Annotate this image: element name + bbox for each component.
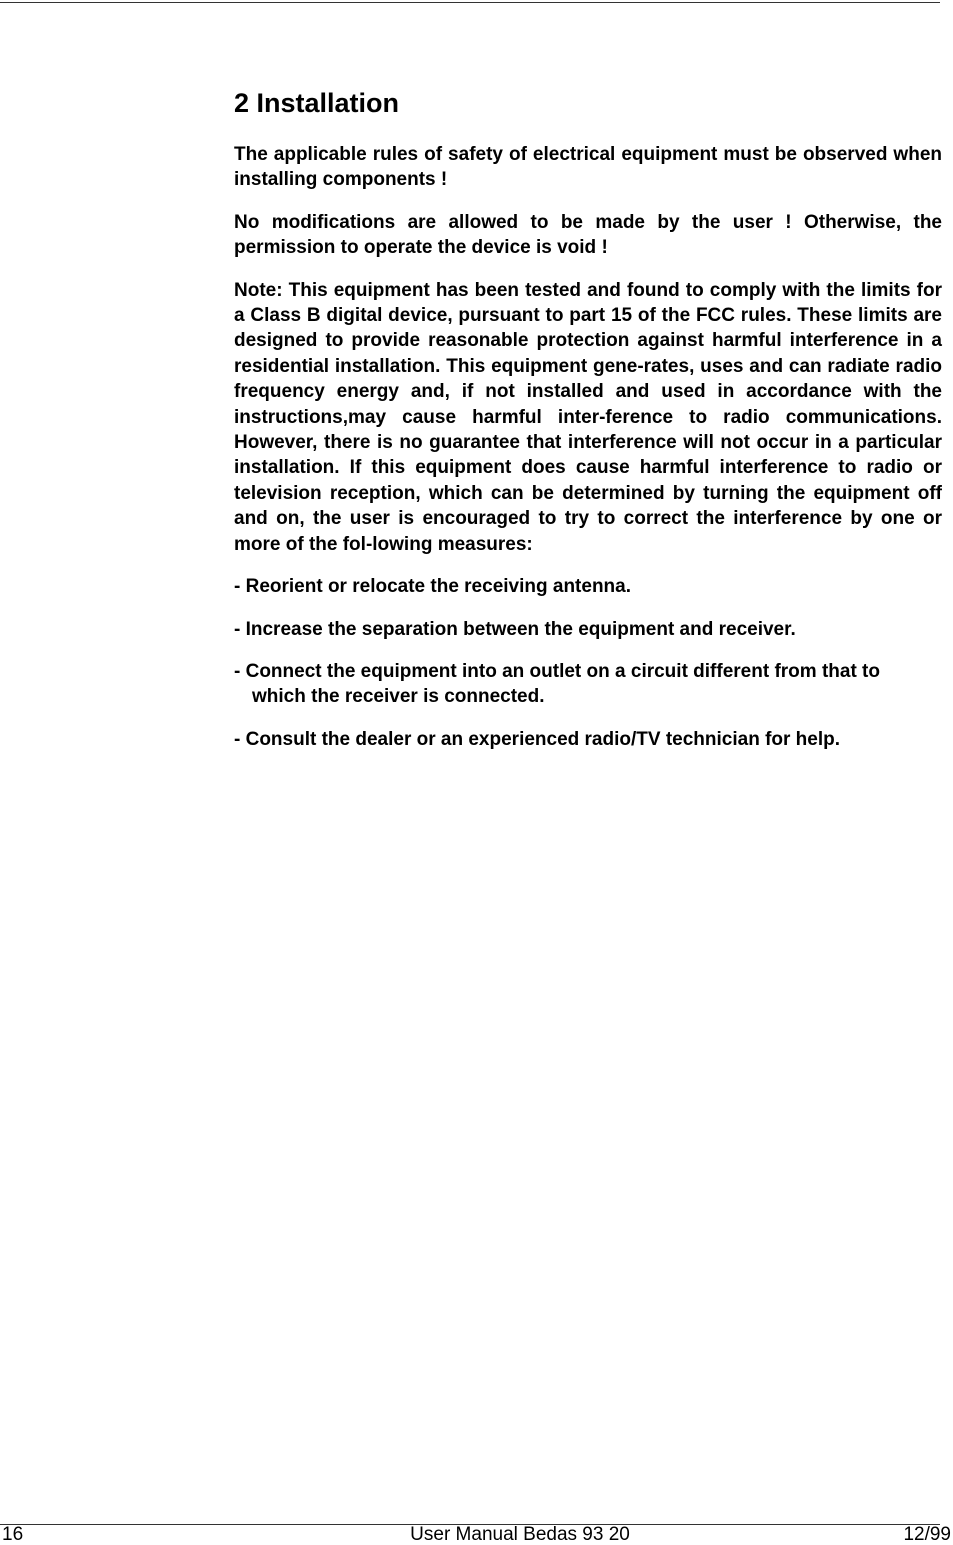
measure-item-reorient: - Reorient or relocate the receiving antenna. (234, 576, 631, 598)
footer-date: 12/99 (903, 1524, 951, 1545)
manual-title: User Manual Bedas 93 20 (410, 1524, 630, 1545)
header-rule (0, 2, 940, 3)
measure-item-separation: - Increase the separation between the equipment and receiver. (234, 618, 796, 640)
page-content (234, 84, 942, 769)
safety-paragraph: The applicable rules of safety of electrical equipment must be observed when installing components ! (234, 144, 942, 191)
section-heading: 2 Installation (234, 88, 400, 118)
measure-item-outlet-line1: - Connect the equipment into an outlet on a circuit different from that to (234, 660, 880, 682)
measure-item-outlet (234, 659, 942, 710)
modification-paragraph: No modifications are allowed to be made by the user ! Otherwise, the permission to operate the device is void ! (234, 211, 942, 259)
measure-item-consult: - Consult the dealer or an experienced radio/TV technician for help. (234, 728, 841, 750)
page-number: 16 (2, 1524, 24, 1545)
fcc-note-paragraph: Note: This equipment has been tested and found to comply with the limits for a Class B digital device, pursuant to part 15 of the FCC rules. These limits are designed to provide reasonable protection against harmful interference in a residential installation. This equipment gene-rates, uses and can radiate radio frequency energy and, if not installed and used in accordance with the instructions,may cause harmful inter-ference to radio communications. However, there is no guarantee that interference will not occur in a particular installation. If this equipment does cause harmful interference to radio or television reception, which can be determined by turning the equipment off and on, the user is encouraged to try to correct the interference by one or more of the fol-lowing measures: (234, 279, 942, 555)
page-footer (0, 1524, 951, 1545)
measure-item-outlet-line2: which the receiver is connected. (252, 686, 545, 708)
